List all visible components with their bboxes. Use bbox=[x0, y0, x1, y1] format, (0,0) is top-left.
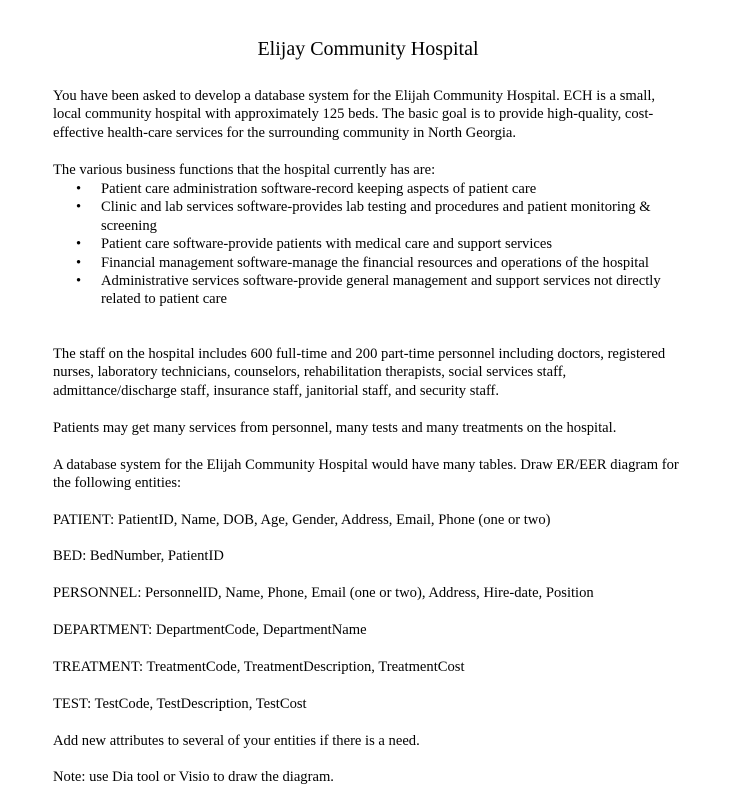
document-title: Elijay Community Hospital bbox=[257, 38, 479, 60]
bullet-icon: • bbox=[76, 254, 82, 271]
entity-bed: BED: BedNumber, PatientID bbox=[53, 548, 224, 564]
list-item-text: Administrative services software-provide general management and support services not directly related to patient care bbox=[101, 273, 661, 308]
bullet-icon: • bbox=[76, 199, 82, 216]
list-item bbox=[53, 198, 681, 235]
patients-paragraph: Patients may get many services from personnel, many tests and many treatments on the hospital. bbox=[53, 420, 617, 436]
entity-patient: PATIENT: PatientID, Name, DOB, Age, Gender, Address, Email, Phone (one or two) bbox=[53, 512, 551, 528]
staff-paragraph: The staff on the hospital includes 600 full-time and 200 part-time personnel including doctors, registered nurses, laboratory technicians, counselors, rehabilitation therapists, social services staff, admittance/discharge staff, insurance staff, janitorial staff, and security staff. bbox=[53, 346, 666, 399]
add-attributes-paragraph: Add new attributes to several of your entities if there is a need. bbox=[53, 733, 420, 749]
functions-heading: The various business functions that the hospital currently has are: bbox=[53, 162, 436, 178]
entity-treatment: TREATMENT: TreatmentCode, TreatmentDescription, TreatmentCost bbox=[53, 659, 465, 675]
list-item-text: Financial management software-manage the financial resources and operations of the hospital bbox=[101, 254, 649, 271]
entity-department: DEPARTMENT: DepartmentCode, DepartmentName bbox=[53, 622, 367, 638]
list-item-text: Patient care software-provide patients with medical care and support services bbox=[101, 236, 553, 253]
entity-test: TEST: TestCode, TestDescription, TestCost bbox=[53, 696, 307, 712]
note-paragraph: Note: use Dia tool or Visio to draw the diagram. bbox=[53, 769, 334, 785]
list-item-text: Clinic and lab services software-provides lab testing and procedures and patient monitoring & screening bbox=[101, 199, 651, 234]
list-item bbox=[53, 272, 681, 309]
bullet-icon: • bbox=[76, 236, 82, 253]
intro-paragraph: You have been asked to develop a database system for the Elijah Community Hospital. ECH is a small, local community hospital with approximately 125 beds. The basic goal is to provide high-quality, cost-effective health-care services for the surrounding community in North Georgia. bbox=[53, 88, 656, 141]
list-item bbox=[53, 254, 681, 272]
list-item bbox=[53, 180, 681, 198]
task-paragraph: A database system for the Elijah Community Hospital would have many tables. Draw ER/EER diagram for the following entities: bbox=[53, 457, 679, 492]
entity-personnel: PERSONNEL: PersonnelID, Name, Phone, Email (one or two), Address, Hire-date, Position bbox=[53, 585, 594, 601]
bullet-icon: • bbox=[76, 181, 82, 197]
list-item bbox=[53, 235, 681, 253]
bullet-icon: • bbox=[76, 273, 82, 290]
functions-list bbox=[53, 180, 681, 309]
list-item-text: Patient care administration software-record keeping aspects of patient care bbox=[101, 181, 537, 197]
